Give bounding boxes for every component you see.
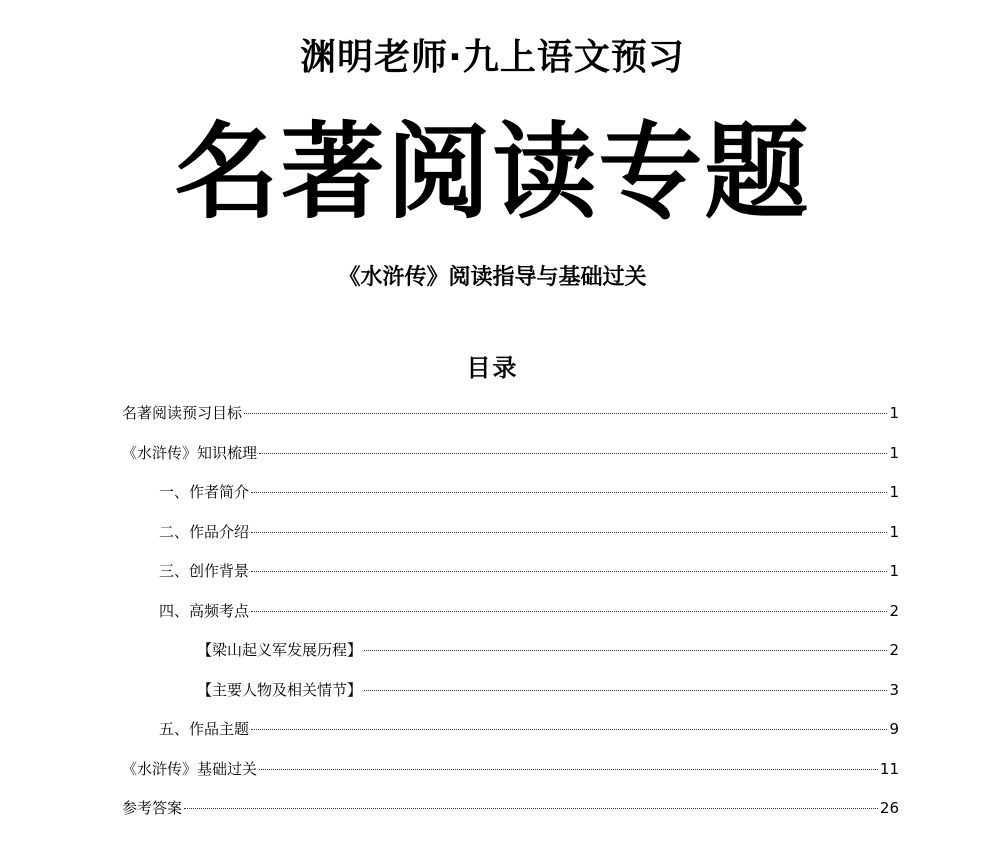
toc-entry[interactable] [122,756,899,796]
toc-entry[interactable] [122,400,899,440]
toc-entry[interactable] [122,795,899,835]
toc-dot-leader [184,808,878,809]
toc-page-number: 2 [889,641,899,659]
toc-dot-leader [244,413,887,414]
teacher-course-title: 渊明老师·九上语文预习 [300,37,685,78]
toc-page-number: 1 [889,483,899,501]
toc-entry-text: 《水浒传》知识梳理 [122,443,258,462]
toc-dot-leader [251,571,887,572]
toc-page-number: 26 [879,799,899,817]
toc-entry-text: 【主要人物及相关情节】 [197,680,363,699]
toc-page-number: 1 [889,562,899,580]
toc-entry-text: 《水浒传》基础过关 [122,759,258,778]
toc-entry-text: 名著阅读预习目标 [122,404,243,422]
toc-page-number: 9 [889,720,899,738]
toc-entry[interactable] [122,637,899,677]
main-title: 名著阅读专题 [174,111,811,233]
toc-entry-text: 四、高频考点 [159,601,250,620]
toc-dot-leader [364,650,887,651]
toc-entry[interactable] [122,558,899,598]
toc-dot-leader [251,492,887,493]
toc-dot-leader [251,729,887,730]
toc-entry-text: 二、作品介绍 [159,522,250,541]
toc-page-number: 3 [889,680,899,699]
toc-dot-leader [259,453,887,454]
toc-entry[interactable] [122,598,899,638]
toc-entry-text: 【梁山起义军发展历程】 [197,641,363,659]
toc-page-number: 2 [889,601,899,620]
toc-page-number: 11 [879,759,899,778]
toc-entry[interactable] [122,440,899,480]
toc-page-number: 1 [889,522,899,541]
toc-entry[interactable] [122,716,899,756]
toc-entry-text: 一、作者简介 [159,483,250,501]
toc-entry-text: 三、创作背景 [159,562,250,580]
table-of-contents [122,400,899,835]
toc-entry[interactable] [122,519,899,559]
toc-dot-leader [251,611,887,612]
toc-entry-text: 五、作品主题 [159,720,250,738]
toc-entry-text: 参考答案 [122,799,183,817]
toc-page-number: 1 [889,443,899,462]
toc-dot-leader [364,690,887,691]
subtitle: 《水浒传》阅读指导与基础过关 [338,265,647,290]
toc-entry[interactable] [122,479,899,519]
toc-dot-leader [259,769,878,770]
toc-heading: 目录 [466,354,519,382]
toc-dot-leader [251,532,887,533]
toc-page-number: 1 [889,404,899,422]
toc-entry[interactable] [122,677,899,717]
